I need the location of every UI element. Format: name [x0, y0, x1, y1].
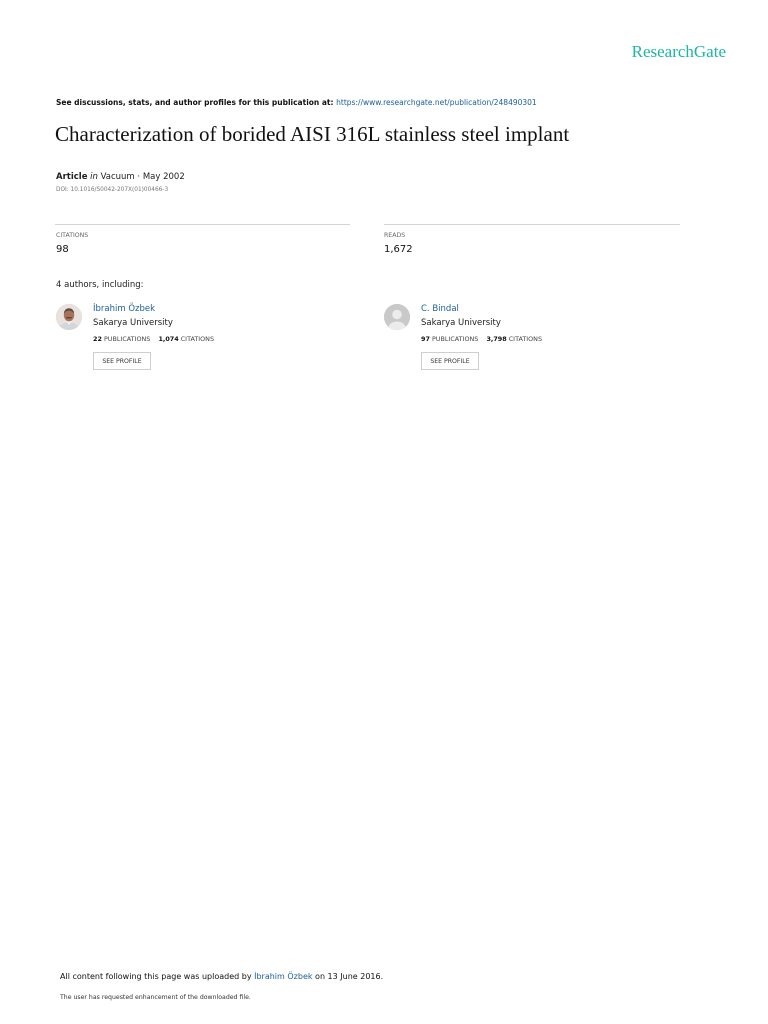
reads-value: 1,672: [384, 244, 413, 255]
publication-link[interactable]: https://www.researchgate.net/publication/248490301: [336, 98, 537, 107]
upload-notice: [60, 972, 383, 981]
article-in: in: [90, 172, 98, 182]
reads-divider: [384, 224, 680, 225]
publications-label: PUBLICATIONS: [431, 335, 479, 343]
author-card: [384, 303, 644, 375]
author-stats: [421, 335, 542, 343]
author-avatar-photo[interactable]: [56, 304, 82, 330]
article-venue: Vacuum · May 2002: [100, 172, 185, 182]
publications-count: 97: [421, 335, 430, 343]
citations-label: CITATIONS: [56, 232, 89, 239]
upload-suffix: on 13 June 2016.: [312, 972, 384, 981]
enhancement-note: The user has requested enhancement of the downloaded file.: [60, 994, 251, 1001]
see-profile-button[interactable]: SEE PROFILE: [421, 352, 479, 370]
upload-prefix: All content following this page was uploaded by: [60, 972, 255, 981]
doi: DOI: 10.1016/S0042-207X(01)00466-3: [56, 187, 169, 193]
uploader-link[interactable]: İbrahim Özbek: [254, 972, 313, 981]
see-profile-button[interactable]: SEE PROFILE: [93, 352, 151, 370]
citations-divider: [55, 224, 350, 225]
author-stats: [93, 335, 214, 343]
author-name-link[interactable]: İbrahim Özbek: [93, 304, 156, 314]
citations-label: CITATIONS: [508, 335, 543, 343]
citations-count: 1,074: [158, 335, 179, 343]
researchgate-logo[interactable]: ResearchGate: [631, 42, 726, 61]
publications-label: PUBLICATIONS: [103, 335, 151, 343]
discussion-text: See discussions, stats, and author profiles for this publication at:: [56, 98, 337, 107]
article-type: Article: [56, 172, 88, 182]
author-institution: Sakarya University: [421, 318, 501, 328]
citations-label: CITATIONS: [180, 335, 215, 343]
publications-count: 22: [93, 335, 102, 343]
author-avatar-placeholder-icon[interactable]: [384, 304, 410, 330]
article-meta: [56, 172, 185, 182]
reads-label: READS: [384, 232, 406, 239]
discussion-line: [56, 98, 537, 107]
page-title: Characterization of borided AISI 316L stainless steel implant: [55, 122, 570, 146]
author-card: [56, 303, 316, 375]
citations-count: 3,798: [486, 335, 507, 343]
author-name-link[interactable]: C. Bindal: [421, 304, 459, 314]
citations-value: 98: [56, 244, 69, 255]
authors-heading: 4 authors, including:: [56, 280, 144, 290]
author-institution: Sakarya University: [93, 318, 173, 328]
